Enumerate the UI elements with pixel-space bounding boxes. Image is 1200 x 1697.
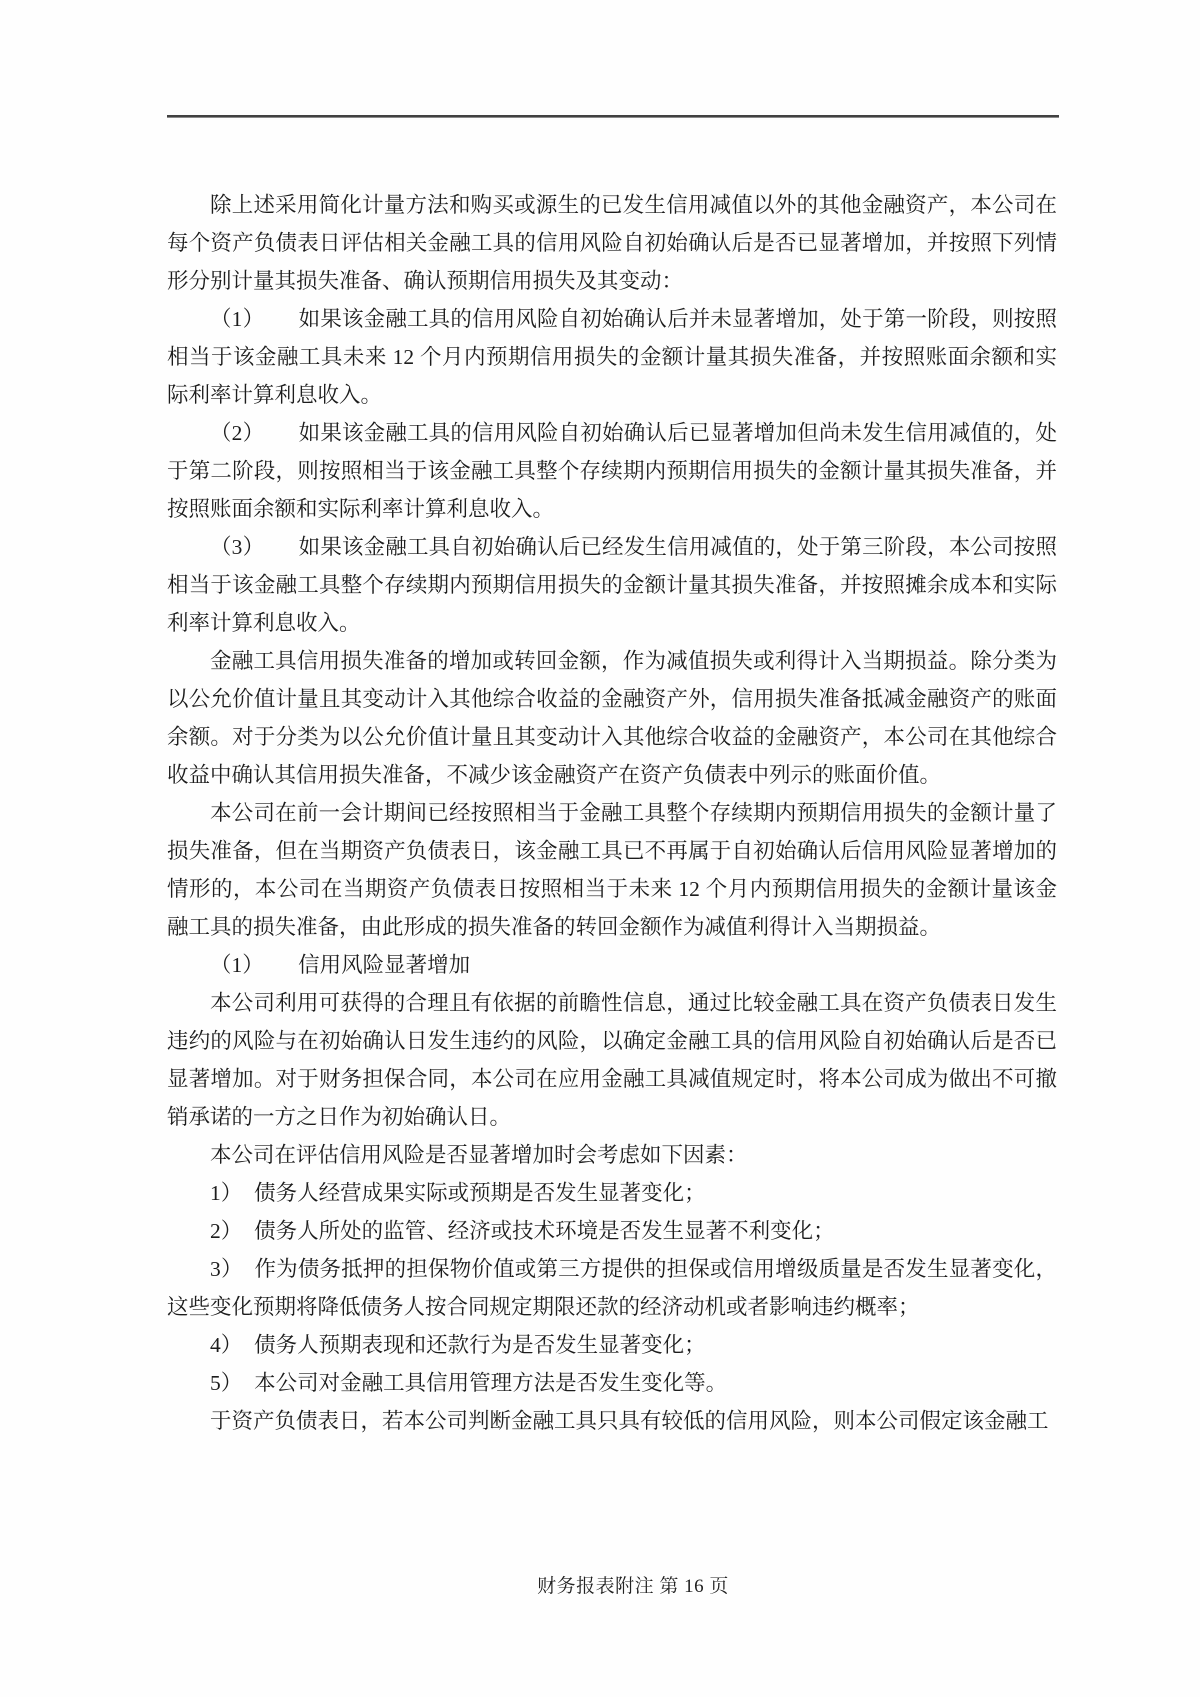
paragraph bbox=[167, 946, 1057, 984]
paragraph bbox=[167, 984, 1057, 1136]
paragraph bbox=[167, 1212, 1057, 1250]
paragraph-number-label: （1） bbox=[210, 953, 264, 977]
paragraph-text: 信用风险显著增加 bbox=[298, 953, 471, 977]
paragraph-text: 本公司在前一会计期间已经按照相当于金融工具整个存续期内预期信用损失的金额计量了损失准备，但在当期资产负债表日，该金融工具已不再属于自初始确认后信用风险显著增加的情形的，本公司在当期资产负债表日按照相当于未来 12 个月内预期信用损失的金额计量该金融工具的损失准备，由此形成的损失准备的转回金额作为减值利得计入当期损益。 bbox=[167, 801, 1057, 939]
paragraph-number-label: 5） bbox=[210, 1371, 243, 1395]
paragraph-number-label: 3） bbox=[210, 1257, 243, 1281]
paragraph bbox=[167, 1136, 1057, 1174]
paragraph bbox=[167, 300, 1057, 414]
paragraph-text: 本公司利用可获得的合理且有依据的前瞻性信息，通过比较金融工具在资产负债表日发生违约的风险与在初始确认日发生违约的风险，以确定金融工具的信用风险自初始确认后是否已显著增加。对于财务担保合同，本公司在应用金融工具减值规定时，将本公司成为做出不可撤销承诺的一方之日作为初始确认日。 bbox=[167, 991, 1057, 1129]
paragraph-number-label: （3） bbox=[210, 535, 265, 559]
paragraph-text: 如果该金融工具的信用风险自初始确认后已显著增加但尚未发生信用减值的，处于第二阶段，则按照相当于该金融工具整个存续期内预期信用损失的金额计量其损失准备，并按照账面余额和实际利率计算利息收入。 bbox=[167, 421, 1057, 521]
paragraph-number-label: 1） bbox=[210, 1181, 243, 1205]
paragraph-text: 本公司对金融工具信用管理方法是否发生变化等。 bbox=[254, 1371, 728, 1395]
paragraph-number-label: （2） bbox=[210, 421, 265, 445]
paragraph-text: 本公司在评估信用风险是否显著增加时会考虑如下因素： bbox=[210, 1143, 748, 1167]
page-footer bbox=[66, 1571, 1200, 1598]
paragraph-text: 如果该金融工具自初始确认后已经发生信用减值的，处于第三阶段，本公司按照相当于该金融工具整个存续期内预期信用损失的金额计量其损失准备，并按照摊余成本和实际利率计算利息收入。 bbox=[167, 535, 1057, 635]
paragraph-text: 除上述采用简化计量方法和购买或源生的已发生信用减值以外的其他金融资产，本公司在每个资产负债表日评估相关金融工具的信用风险自初始确认后是否已显著增加，并按照下列情形分别计量其损失准备、确认预期信用损失及其变动： bbox=[167, 193, 1057, 293]
paragraph-text: 债务人经营成果实际或预期是否发生显著变化； bbox=[254, 1181, 706, 1205]
paragraph bbox=[167, 1364, 1057, 1402]
paragraph bbox=[167, 1250, 1057, 1326]
paragraph-number-label: 4） bbox=[210, 1333, 243, 1357]
paragraph bbox=[167, 1326, 1057, 1364]
paragraph-number-label: 2） bbox=[210, 1219, 243, 1243]
paragraph-number-label: （1） bbox=[210, 307, 265, 331]
header-rule bbox=[167, 115, 1059, 118]
paragraph-text: 债务人预期表现和还款行为是否发生显著变化； bbox=[254, 1333, 706, 1357]
paragraph-text: 债务人所处的监管、经济或技术环境是否发生显著不利变化； bbox=[254, 1219, 835, 1243]
document-body bbox=[167, 186, 1057, 1440]
paragraph bbox=[167, 414, 1057, 528]
paragraph bbox=[167, 186, 1057, 300]
paragraph bbox=[167, 794, 1057, 946]
paragraph bbox=[167, 1402, 1057, 1440]
paragraph bbox=[167, 1174, 1057, 1212]
paragraph-text: 于资产负债表日，若本公司判断金融工具只具有较低的信用风险，则本公司假定该金融工 bbox=[210, 1409, 1049, 1433]
paragraph-text: 作为债务抵押的担保物价值或第三方提供的担保或信用增级质量是否发生显著变化，这些变化预期将降低债务人按合同规定期限还款的经济动机或者影响违约概率； bbox=[167, 1257, 1057, 1319]
paragraph bbox=[167, 528, 1057, 642]
footer-text: 财务报表附注 第 16 页 bbox=[537, 1576, 729, 1597]
paragraph bbox=[167, 642, 1057, 794]
paragraph-text: 如果该金融工具的信用风险自初始确认后并未显著增加，处于第一阶段，则按照相当于该金融工具未来 12 个月内预期信用损失的金额计量其损失准备，并按照账面余额和实际利率计算利息收入。 bbox=[167, 307, 1057, 407]
paragraph-text: 金融工具信用损失准备的增加或转回金额，作为减值损失或利得计入当期损益。除分类为以公允价值计量且其变动计入其他综合收益的金融资产外，信用损失准备抵减金融资产的账面余额。对于分类为以公允价值计量且其变动计入其他综合收益的金融资产，本公司在其他综合收益中确认其信用损失准备，不减少该金融资产在资产负债表中列示的账面价值。 bbox=[167, 649, 1057, 787]
